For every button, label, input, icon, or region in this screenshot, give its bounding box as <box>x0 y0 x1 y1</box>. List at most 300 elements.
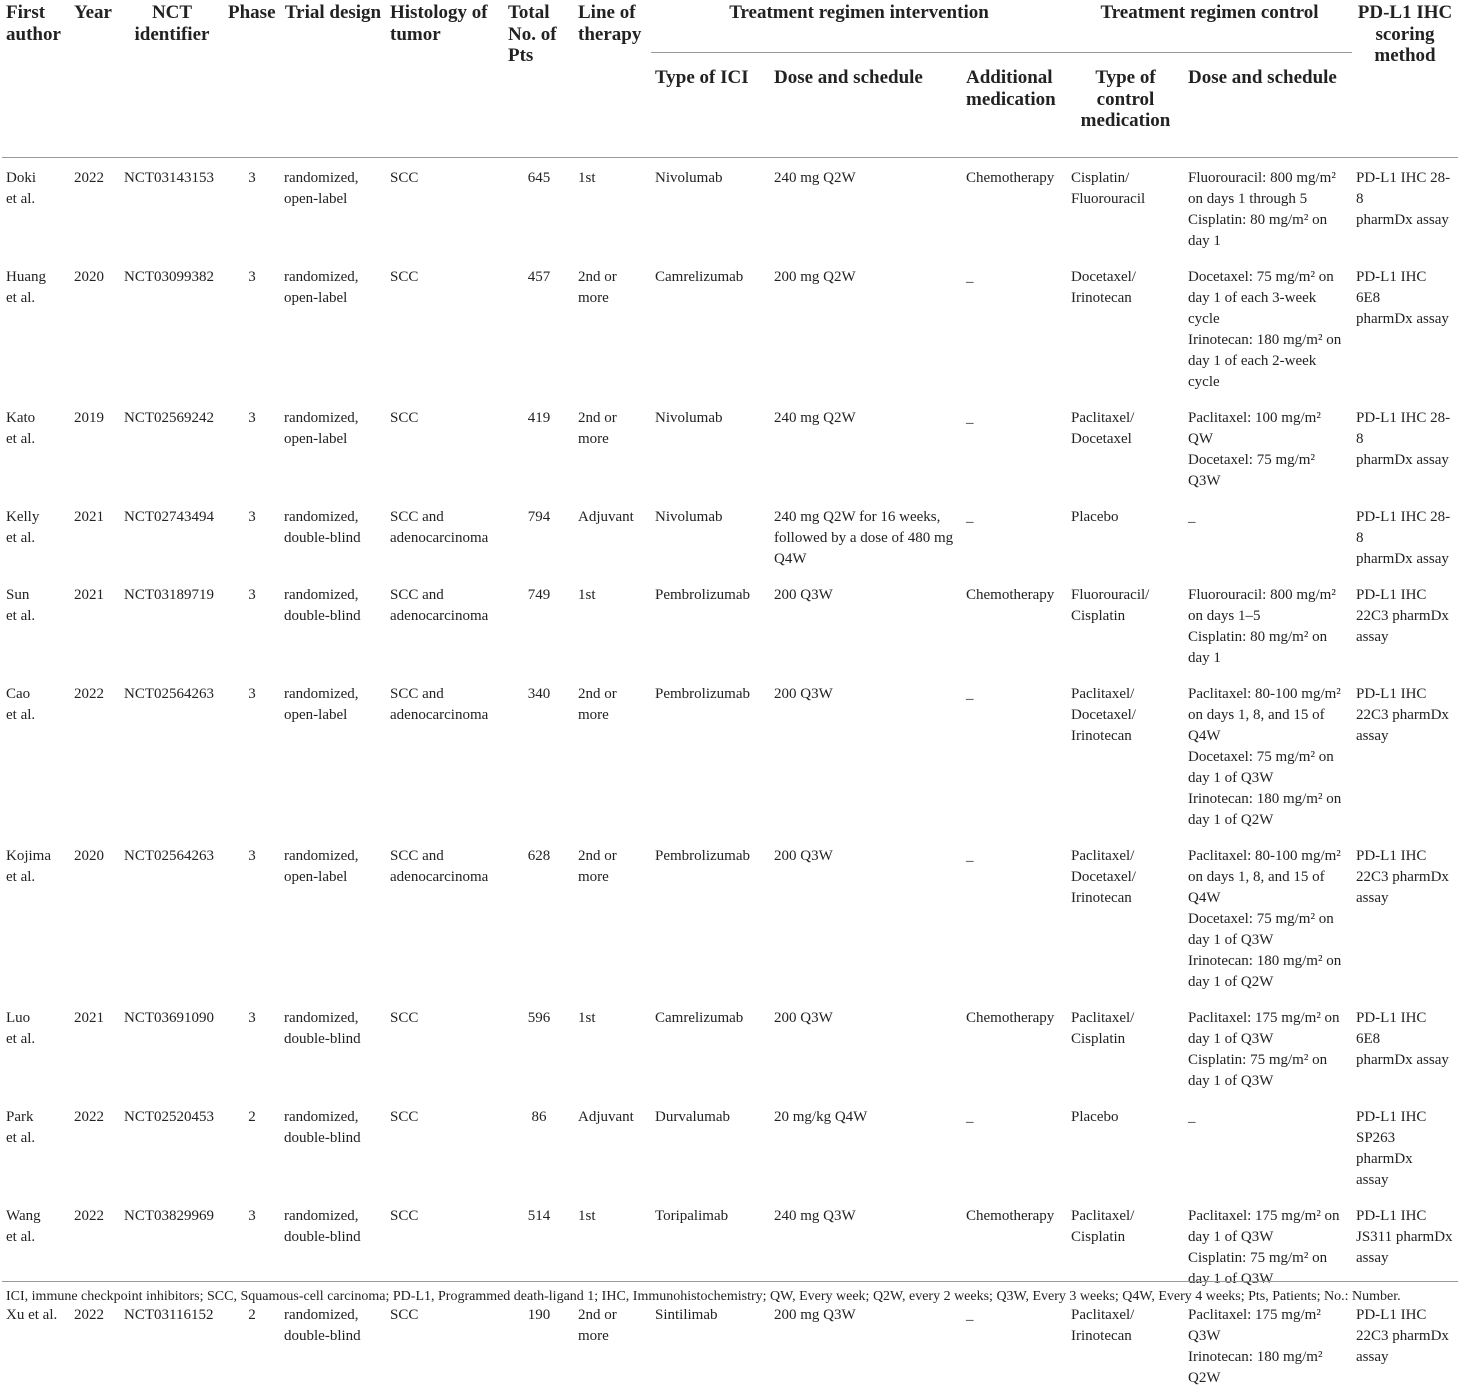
header-total-pts: Total No. of Pts <box>504 0 574 157</box>
cell-histology-line: SCC <box>390 1206 500 1227</box>
cell-line-of-therapy-line: more <box>578 1326 647 1347</box>
cell-first-author-line: Wang <box>6 1206 66 1227</box>
cell-line-of-therapy-line: 2nd or <box>578 684 647 705</box>
cell-dose-schedule <box>770 674 962 836</box>
cell-histology-line: SCC <box>390 1008 500 1029</box>
cell-dose-schedule <box>770 158 962 258</box>
cell-pdl1-scoring-line: pharmDx assay <box>1356 309 1454 330</box>
cell-type-of-control-line: Cisplatin <box>1071 606 1180 627</box>
cell-total-pts: 645 <box>504 158 574 258</box>
header-histology: Histology of tumor <box>386 0 504 157</box>
cell-line-of-therapy-line: 2nd or <box>578 1305 647 1326</box>
cell-histology-line: SCC and <box>390 684 500 705</box>
cell-histology <box>386 1097 504 1196</box>
header-phase: Phase <box>224 0 280 157</box>
cell-control-dose-schedule-line: Paclitaxel: 80-100 mg/m² on days 1, 8, and 15 of Q4W <box>1188 846 1348 909</box>
table-bottom-rule <box>2 1281 1458 1282</box>
cell-trial-design-line: randomized, <box>284 684 382 705</box>
table-row <box>2 1097 1458 1196</box>
table-header <box>2 0 1458 158</box>
cell-nct-identifier: NCT03829969 <box>120 1196 224 1295</box>
cell-type-of-control-line: Cisplatin <box>1071 1227 1180 1248</box>
cell-type-of-control-line: Paclitaxel/ <box>1071 1008 1180 1029</box>
cell-pdl1-scoring-line: JS311 pharmDx <box>1356 1227 1454 1248</box>
cell-first-author-line: et al. <box>6 189 66 210</box>
cell-total-pts: 596 <box>504 998 574 1097</box>
header-year: Year <box>70 0 120 157</box>
cell-first-author <box>2 1097 70 1196</box>
cell-first-author-line: et al. <box>6 1128 66 1149</box>
cell-control-dose-schedule-line: Irinotecan: 180 mg/m² on day 1 of each 2-week cycle <box>1188 330 1348 393</box>
cell-first-author <box>2 1295 70 1394</box>
cell-line-of-therapy-line: more <box>578 288 647 309</box>
cell-line-of-therapy <box>574 998 651 1097</box>
cell-first-author-line: et al. <box>6 1227 66 1248</box>
cell-histology <box>386 1295 504 1394</box>
cell-type-of-ici: Pembrolizumab <box>651 575 770 674</box>
cell-first-author-line: et al. <box>6 867 66 888</box>
cell-additional-medication: _ <box>962 836 1067 998</box>
cell-histology-line: adenocarcinoma <box>390 867 500 888</box>
cell-histology <box>386 674 504 836</box>
cell-pdl1-scoring <box>1352 257 1458 398</box>
cell-first-author-line: et al. <box>6 429 66 450</box>
cell-pdl1-scoring-line: pharmDx assay <box>1356 549 1454 570</box>
cell-nct-identifier: NCT02564263 <box>120 836 224 998</box>
cell-type-of-control <box>1067 674 1184 836</box>
cell-control-dose-schedule-line: Fluorouracil: 800 mg/m² on days 1–5 <box>1188 585 1348 627</box>
cell-trial-design-line: double-blind <box>284 1326 382 1347</box>
cell-first-author-line: Cao <box>6 684 66 705</box>
header-intervention-group: Treatment regimen intervention <box>651 0 1067 53</box>
cell-year: 2022 <box>70 1295 120 1394</box>
table-row <box>2 575 1458 674</box>
cell-nct-identifier: NCT02564263 <box>120 674 224 836</box>
cell-histology <box>386 575 504 674</box>
cell-line-of-therapy-line: more <box>578 705 647 726</box>
cell-line-of-therapy <box>574 257 651 398</box>
cell-histology-line: SCC <box>390 267 500 288</box>
cell-control-dose-schedule-line: Paclitaxel: 100 mg/m² QW <box>1188 408 1348 450</box>
cell-histology <box>386 158 504 258</box>
header-trial-design: Trial design <box>280 0 386 157</box>
cell-pdl1-scoring-line: assay <box>1356 627 1454 648</box>
header-type-of-ici: Type of ICI <box>651 53 770 158</box>
cell-line-of-therapy-line: 2nd or <box>578 267 647 288</box>
cell-type-of-control-line: Irinotecan <box>1071 726 1180 747</box>
cell-total-pts: 794 <box>504 497 574 575</box>
cell-histology-line: SCC and <box>390 507 500 528</box>
cell-type-of-control-line: Docetaxel/ <box>1071 705 1180 726</box>
cell-dose-schedule <box>770 1295 962 1394</box>
cell-additional-medication: Chemotherapy <box>962 998 1067 1097</box>
cell-pdl1-scoring <box>1352 575 1458 674</box>
cell-control-dose-schedule-line: Docetaxel: 75 mg/m² on day 1 of each 3-week cycle <box>1188 267 1348 330</box>
cell-year: 2022 <box>70 158 120 258</box>
cell-dose-schedule-line: 200 Q3W <box>774 846 958 867</box>
cell-trial-design-line: randomized, <box>284 408 382 429</box>
cell-trial-design <box>280 257 386 398</box>
cell-year: 2022 <box>70 1196 120 1295</box>
cell-histology-line: SCC <box>390 408 500 429</box>
cell-pdl1-scoring <box>1352 998 1458 1097</box>
cell-type-of-ici: Toripalimab <box>651 1196 770 1295</box>
cell-type-of-control-line: Docetaxel/ <box>1071 867 1180 888</box>
cell-first-author-line: Kojima <box>6 846 66 867</box>
cell-trial-design <box>280 575 386 674</box>
cell-line-of-therapy <box>574 398 651 497</box>
cell-type-of-control <box>1067 1295 1184 1394</box>
cell-pdl1-scoring-line: assay <box>1356 1248 1454 1269</box>
cell-nct-identifier: NCT02743494 <box>120 497 224 575</box>
table-row <box>2 674 1458 836</box>
cell-pdl1-scoring-line: 22C3 pharmDx <box>1356 606 1454 627</box>
cell-type-of-ici: Pembrolizumab <box>651 836 770 998</box>
table-row <box>2 998 1458 1097</box>
cell-year: 2020 <box>70 836 120 998</box>
header-line-of-therapy: Line of therapy <box>574 0 651 157</box>
cell-line-of-therapy-line: 1st <box>578 585 647 606</box>
cell-trial-design-line: open-label <box>284 429 382 450</box>
cell-pdl1-scoring-line: PD-L1 IHC <box>1356 585 1454 606</box>
cell-line-of-therapy <box>574 1295 651 1394</box>
cell-first-author-line: Huang <box>6 267 66 288</box>
cell-year: 2021 <box>70 575 120 674</box>
cell-control-dose-schedule-line: Cisplatin: 75 mg/m² on day 1 of Q3W <box>1188 1248 1348 1290</box>
cell-trial-design-line: randomized, <box>284 267 382 288</box>
cell-trial-design-line: randomized, <box>284 585 382 606</box>
cell-line-of-therapy-line: more <box>578 429 647 450</box>
cell-histology-line: SCC <box>390 1305 500 1326</box>
cell-control-dose-schedule-line: Irinotecan: 180 mg/m² on day 1 of Q2W <box>1188 789 1348 831</box>
cell-phase: 3 <box>224 998 280 1097</box>
cell-phase: 2 <box>224 1295 280 1394</box>
cell-first-author-line: et al. <box>6 606 66 627</box>
cell-phase: 2 <box>224 1097 280 1196</box>
cell-nct-identifier: NCT03099382 <box>120 257 224 398</box>
cell-trial-design <box>280 836 386 998</box>
cell-pdl1-scoring-line: PD-L1 IHC <box>1356 684 1454 705</box>
cell-type-of-control-line: Paclitaxel/ <box>1071 1206 1180 1227</box>
cell-first-author-line: Doki <box>6 168 66 189</box>
cell-type-of-control <box>1067 998 1184 1097</box>
cell-additional-medication: _ <box>962 1295 1067 1394</box>
cell-year: 2021 <box>70 497 120 575</box>
table-row <box>2 158 1458 258</box>
cell-pdl1-scoring-line: SP263 pharmDx <box>1356 1128 1454 1170</box>
cell-dose-schedule <box>770 257 962 398</box>
cell-phase: 3 <box>224 836 280 998</box>
header-control-dose-schedule: Dose and schedule <box>1184 53 1352 158</box>
cell-histology-line: SCC and <box>390 846 500 867</box>
cell-pdl1-scoring-line: PD-L1 IHC <box>1356 1206 1454 1227</box>
cell-control-dose-schedule-line: Fluorouracil: 800 mg/m² on days 1 through 5 <box>1188 168 1348 210</box>
cell-dose-schedule <box>770 497 962 575</box>
cell-trial-design <box>280 158 386 258</box>
cell-trial-design-line: randomized, <box>284 1008 382 1029</box>
cell-nct-identifier: NCT03691090 <box>120 998 224 1097</box>
header-first-author: First author <box>2 0 70 157</box>
cell-nct-identifier: NCT03143153 <box>120 158 224 258</box>
table-footnote: ICI, immune checkpoint inhibitors; SCC, Squamous-cell carcinoma; PD-L1, Programmed death-ligand 1; IHC, Immunohistochemistry; QW, Every week; Q2W, every 2 weeks; Q3W, Every 3 weeks; Q4W, Every 4 weeks; Pts, Patients; No.: Number. <box>6 1289 1456 1305</box>
cell-first-author-line: Sun <box>6 585 66 606</box>
cell-histology <box>386 398 504 497</box>
cell-pdl1-scoring-line: PD-L1 IHC <box>1356 1107 1454 1128</box>
cell-trial-design <box>280 1295 386 1394</box>
cell-pdl1-scoring-line: PD-L1 IHC <box>1356 1305 1454 1326</box>
cell-pdl1-scoring-line: 22C3 pharmDx <box>1356 705 1454 726</box>
cell-first-author <box>2 497 70 575</box>
cell-control-dose-schedule-line: _ <box>1188 507 1348 528</box>
cell-histology-line: SCC and <box>390 585 500 606</box>
cell-first-author-line: Xu et al. <box>6 1305 66 1326</box>
cell-type-of-control-line: Paclitaxel/ <box>1071 846 1180 867</box>
cell-type-of-control <box>1067 1097 1184 1196</box>
cell-nct-identifier: NCT03189719 <box>120 575 224 674</box>
cell-additional-medication: _ <box>962 674 1067 836</box>
cell-first-author <box>2 836 70 998</box>
header-control-group: Treatment regimen control <box>1067 0 1352 53</box>
cell-nct-identifier: NCT03116152 <box>120 1295 224 1394</box>
cell-pdl1-scoring-line: PD-L1 IHC 28-8 <box>1356 408 1454 450</box>
cell-type-of-control-line: Placebo <box>1071 507 1180 528</box>
header-additional-medication: Additional medication <box>962 53 1067 158</box>
cell-pdl1-scoring-line: assay <box>1356 888 1454 909</box>
cell-pdl1-scoring <box>1352 497 1458 575</box>
cell-type-of-ici: Durvalumab <box>651 1097 770 1196</box>
cell-type-of-control-line: Docetaxel/ <box>1071 267 1180 288</box>
cell-trial-design-line: randomized, <box>284 1107 382 1128</box>
cell-type-of-control-line: Fluorouracil/ <box>1071 585 1180 606</box>
cell-first-author <box>2 575 70 674</box>
cell-line-of-therapy-line: 2nd or <box>578 408 647 429</box>
cell-histology-line: adenocarcinoma <box>390 705 500 726</box>
cell-dose-schedule <box>770 398 962 497</box>
cell-total-pts: 340 <box>504 674 574 836</box>
cell-line-of-therapy <box>574 497 651 575</box>
cell-first-author-line: et al. <box>6 528 66 549</box>
cell-control-dose-schedule-line: Irinotecan: 180 mg/m² on day 1 of Q2W <box>1188 951 1348 993</box>
cell-control-dose-schedule-line: Paclitaxel: 175 mg/m² Q3W <box>1188 1305 1348 1347</box>
cell-type-of-control-line: Irinotecan <box>1071 288 1180 309</box>
cell-phase: 3 <box>224 1196 280 1295</box>
cell-type-of-control <box>1067 836 1184 998</box>
cell-dose-schedule-line: 240 mg Q2W <box>774 408 958 429</box>
cell-trial-design-line: open-label <box>284 867 382 888</box>
cell-pdl1-scoring-line: assay <box>1356 1347 1454 1368</box>
cell-pdl1-scoring-line: PD-L1 IHC 6E8 <box>1356 267 1454 309</box>
cell-year: 2022 <box>70 1097 120 1196</box>
table-row <box>2 1295 1458 1394</box>
cell-control-dose-schedule <box>1184 398 1352 497</box>
cell-trial-design-line: open-label <box>284 705 382 726</box>
cell-additional-medication: _ <box>962 497 1067 575</box>
cell-type-of-control-line: Irinotecan <box>1071 1326 1180 1347</box>
cell-year: 2020 <box>70 257 120 398</box>
header-pdl1-scoring: PD-L1 IHC scoring method <box>1352 0 1458 157</box>
cell-line-of-therapy-line: 1st <box>578 168 647 189</box>
cell-type-of-control <box>1067 575 1184 674</box>
cell-line-of-therapy-line: Adjuvant <box>578 507 647 528</box>
cell-line-of-therapy <box>574 674 651 836</box>
cell-pdl1-scoring-line: PD-L1 IHC 6E8 <box>1356 1008 1454 1050</box>
cell-control-dose-schedule <box>1184 257 1352 398</box>
cell-trial-design <box>280 674 386 836</box>
cell-histology <box>386 257 504 398</box>
cell-type-of-control-line: Paclitaxel/ <box>1071 408 1180 429</box>
cell-first-author <box>2 674 70 836</box>
cell-additional-medication: Chemotherapy <box>962 575 1067 674</box>
cell-first-author-line: Kelly <box>6 507 66 528</box>
cell-total-pts: 628 <box>504 836 574 998</box>
cell-dose-schedule-line: 200 Q3W <box>774 585 958 606</box>
cell-first-author-line: Kato <box>6 408 66 429</box>
cell-type-of-ici: Nivolumab <box>651 398 770 497</box>
cell-pdl1-scoring-line: PD-L1 IHC 28-8 <box>1356 507 1454 549</box>
cell-dose-schedule-line: 200 mg Q2W <box>774 267 958 288</box>
cell-total-pts: 457 <box>504 257 574 398</box>
cell-control-dose-schedule-line: Cisplatin: 80 mg/m² on day 1 <box>1188 627 1348 669</box>
table-row <box>2 836 1458 998</box>
cell-type-of-ici: Sintilimab <box>651 1295 770 1394</box>
cell-phase: 3 <box>224 575 280 674</box>
cell-pdl1-scoring <box>1352 836 1458 998</box>
cell-first-author-line: et al. <box>6 1029 66 1050</box>
cell-trial-design-line: double-blind <box>284 1128 382 1149</box>
cell-histology-line: SCC <box>390 168 500 189</box>
header-dose-schedule: Dose and schedule <box>770 53 962 158</box>
cell-pdl1-scoring-line: pharmDx assay <box>1356 210 1454 231</box>
table-row <box>2 257 1458 398</box>
cell-dose-schedule <box>770 1097 962 1196</box>
cell-line-of-therapy-line: more <box>578 867 647 888</box>
cell-phase: 3 <box>224 257 280 398</box>
cell-line-of-therapy <box>574 575 651 674</box>
cell-type-of-control <box>1067 398 1184 497</box>
cell-pdl1-scoring-line: pharmDx assay <box>1356 450 1454 471</box>
cell-control-dose-schedule-line: Cisplatin: 80 mg/m² on day 1 <box>1188 210 1348 252</box>
cell-type-of-ici: Nivolumab <box>651 497 770 575</box>
cell-type-of-control <box>1067 257 1184 398</box>
cell-dose-schedule <box>770 836 962 998</box>
cell-control-dose-schedule <box>1184 497 1352 575</box>
cell-control-dose-schedule <box>1184 158 1352 258</box>
cell-dose-schedule-line: 240 mg Q2W <box>774 168 958 189</box>
cell-line-of-therapy-line: 2nd or <box>578 846 647 867</box>
cell-control-dose-schedule-line: _ <box>1188 1107 1348 1128</box>
cell-pdl1-scoring-line: pharmDx assay <box>1356 1050 1454 1071</box>
cell-pdl1-scoring-line: assay <box>1356 1170 1454 1191</box>
cell-trial-design-line: randomized, <box>284 1206 382 1227</box>
cell-type-of-control-line: Paclitaxel/ <box>1071 684 1180 705</box>
cell-line-of-therapy <box>574 158 651 258</box>
cell-control-dose-schedule-line: Paclitaxel: 175 mg/m² on day 1 of Q3W <box>1188 1008 1348 1050</box>
cell-type-of-control-line: Docetaxel <box>1071 429 1180 450</box>
cell-additional-medication: Chemotherapy <box>962 1196 1067 1295</box>
cell-pdl1-scoring-line: PD-L1 IHC <box>1356 846 1454 867</box>
cell-control-dose-schedule-line: Docetaxel: 75 mg/m² on day 1 of Q3W <box>1188 909 1348 951</box>
cell-line-of-therapy <box>574 1097 651 1196</box>
table-row <box>2 398 1458 497</box>
cell-trial-design <box>280 497 386 575</box>
cell-line-of-therapy-line: Adjuvant <box>578 1107 647 1128</box>
cell-line-of-therapy-line: 1st <box>578 1008 647 1029</box>
cell-histology <box>386 497 504 575</box>
cell-pdl1-scoring-line: 22C3 pharmDx <box>1356 867 1454 888</box>
cell-control-dose-schedule <box>1184 836 1352 998</box>
cell-trial-design <box>280 398 386 497</box>
cell-trial-design-line: double-blind <box>284 528 382 549</box>
cell-control-dose-schedule-line: Paclitaxel: 80-100 mg/m² on days 1, 8, and 15 of Q4W <box>1188 684 1348 747</box>
cell-additional-medication: _ <box>962 398 1067 497</box>
cell-phase: 3 <box>224 674 280 836</box>
cell-pdl1-scoring <box>1352 674 1458 836</box>
cell-type-of-control <box>1067 497 1184 575</box>
cell-trial-design-line: double-blind <box>284 1029 382 1050</box>
cell-control-dose-schedule <box>1184 998 1352 1097</box>
cell-type-of-control-line: Irinotecan <box>1071 888 1180 909</box>
cell-type-of-ici: Camrelizumab <box>651 998 770 1097</box>
cell-control-dose-schedule <box>1184 575 1352 674</box>
cell-control-dose-schedule <box>1184 1295 1352 1394</box>
cell-first-author-line: et al. <box>6 288 66 309</box>
cell-trial-design-line: double-blind <box>284 606 382 627</box>
cell-pdl1-scoring-line: 22C3 pharmDx <box>1356 1326 1454 1347</box>
table-row <box>2 497 1458 575</box>
cell-control-dose-schedule-line: Docetaxel: 75 mg/m² Q3W <box>1188 450 1348 492</box>
cell-total-pts: 86 <box>504 1097 574 1196</box>
cell-histology-line: adenocarcinoma <box>390 606 500 627</box>
cell-first-author-line: Park <box>6 1107 66 1128</box>
cell-pdl1-scoring <box>1352 1295 1458 1394</box>
table-body <box>2 158 1458 1394</box>
cell-pdl1-scoring <box>1352 1097 1458 1196</box>
cell-histology <box>386 998 504 1097</box>
cell-nct-identifier: NCT02520453 <box>120 1097 224 1196</box>
cell-total-pts: 419 <box>504 398 574 497</box>
cell-type-of-ici: Pembrolizumab <box>651 674 770 836</box>
cell-additional-medication: Chemotherapy <box>962 158 1067 258</box>
cell-pdl1-scoring-line: assay <box>1356 726 1454 747</box>
cell-type-of-control-line: Fluorouracil <box>1071 189 1180 210</box>
cell-year: 2022 <box>70 674 120 836</box>
cell-first-author-line: Luo <box>6 1008 66 1029</box>
cell-histology-line: SCC <box>390 1107 500 1128</box>
cell-year: 2021 <box>70 998 120 1097</box>
trial-characteristics-table <box>2 0 1458 1394</box>
cell-histology-line: adenocarcinoma <box>390 528 500 549</box>
cell-type-of-control-line: Paclitaxel/ <box>1071 1305 1180 1326</box>
cell-control-dose-schedule-line: Irinotecan: 180 mg/m² Q2W <box>1188 1347 1348 1389</box>
cell-dose-schedule-line: 240 mg Q3W <box>774 1206 958 1227</box>
cell-histology <box>386 836 504 998</box>
cell-phase: 3 <box>224 497 280 575</box>
cell-type-of-control-line: Cisplatin <box>1071 1029 1180 1050</box>
cell-trial-design-line: randomized, <box>284 168 382 189</box>
cell-trial-design-line: randomized, <box>284 507 382 528</box>
cell-first-author <box>2 257 70 398</box>
cell-type-of-ici: Nivolumab <box>651 158 770 258</box>
cell-control-dose-schedule <box>1184 1097 1352 1196</box>
cell-trial-design-line: randomized, <box>284 1305 382 1326</box>
cell-trial-design-line: open-label <box>284 288 382 309</box>
cell-first-author <box>2 998 70 1097</box>
cell-trial-design-line: open-label <box>284 189 382 210</box>
cell-first-author <box>2 398 70 497</box>
header-nct-identifier: NCT identifier <box>120 0 224 157</box>
cell-dose-schedule <box>770 575 962 674</box>
cell-pdl1-scoring <box>1352 398 1458 497</box>
